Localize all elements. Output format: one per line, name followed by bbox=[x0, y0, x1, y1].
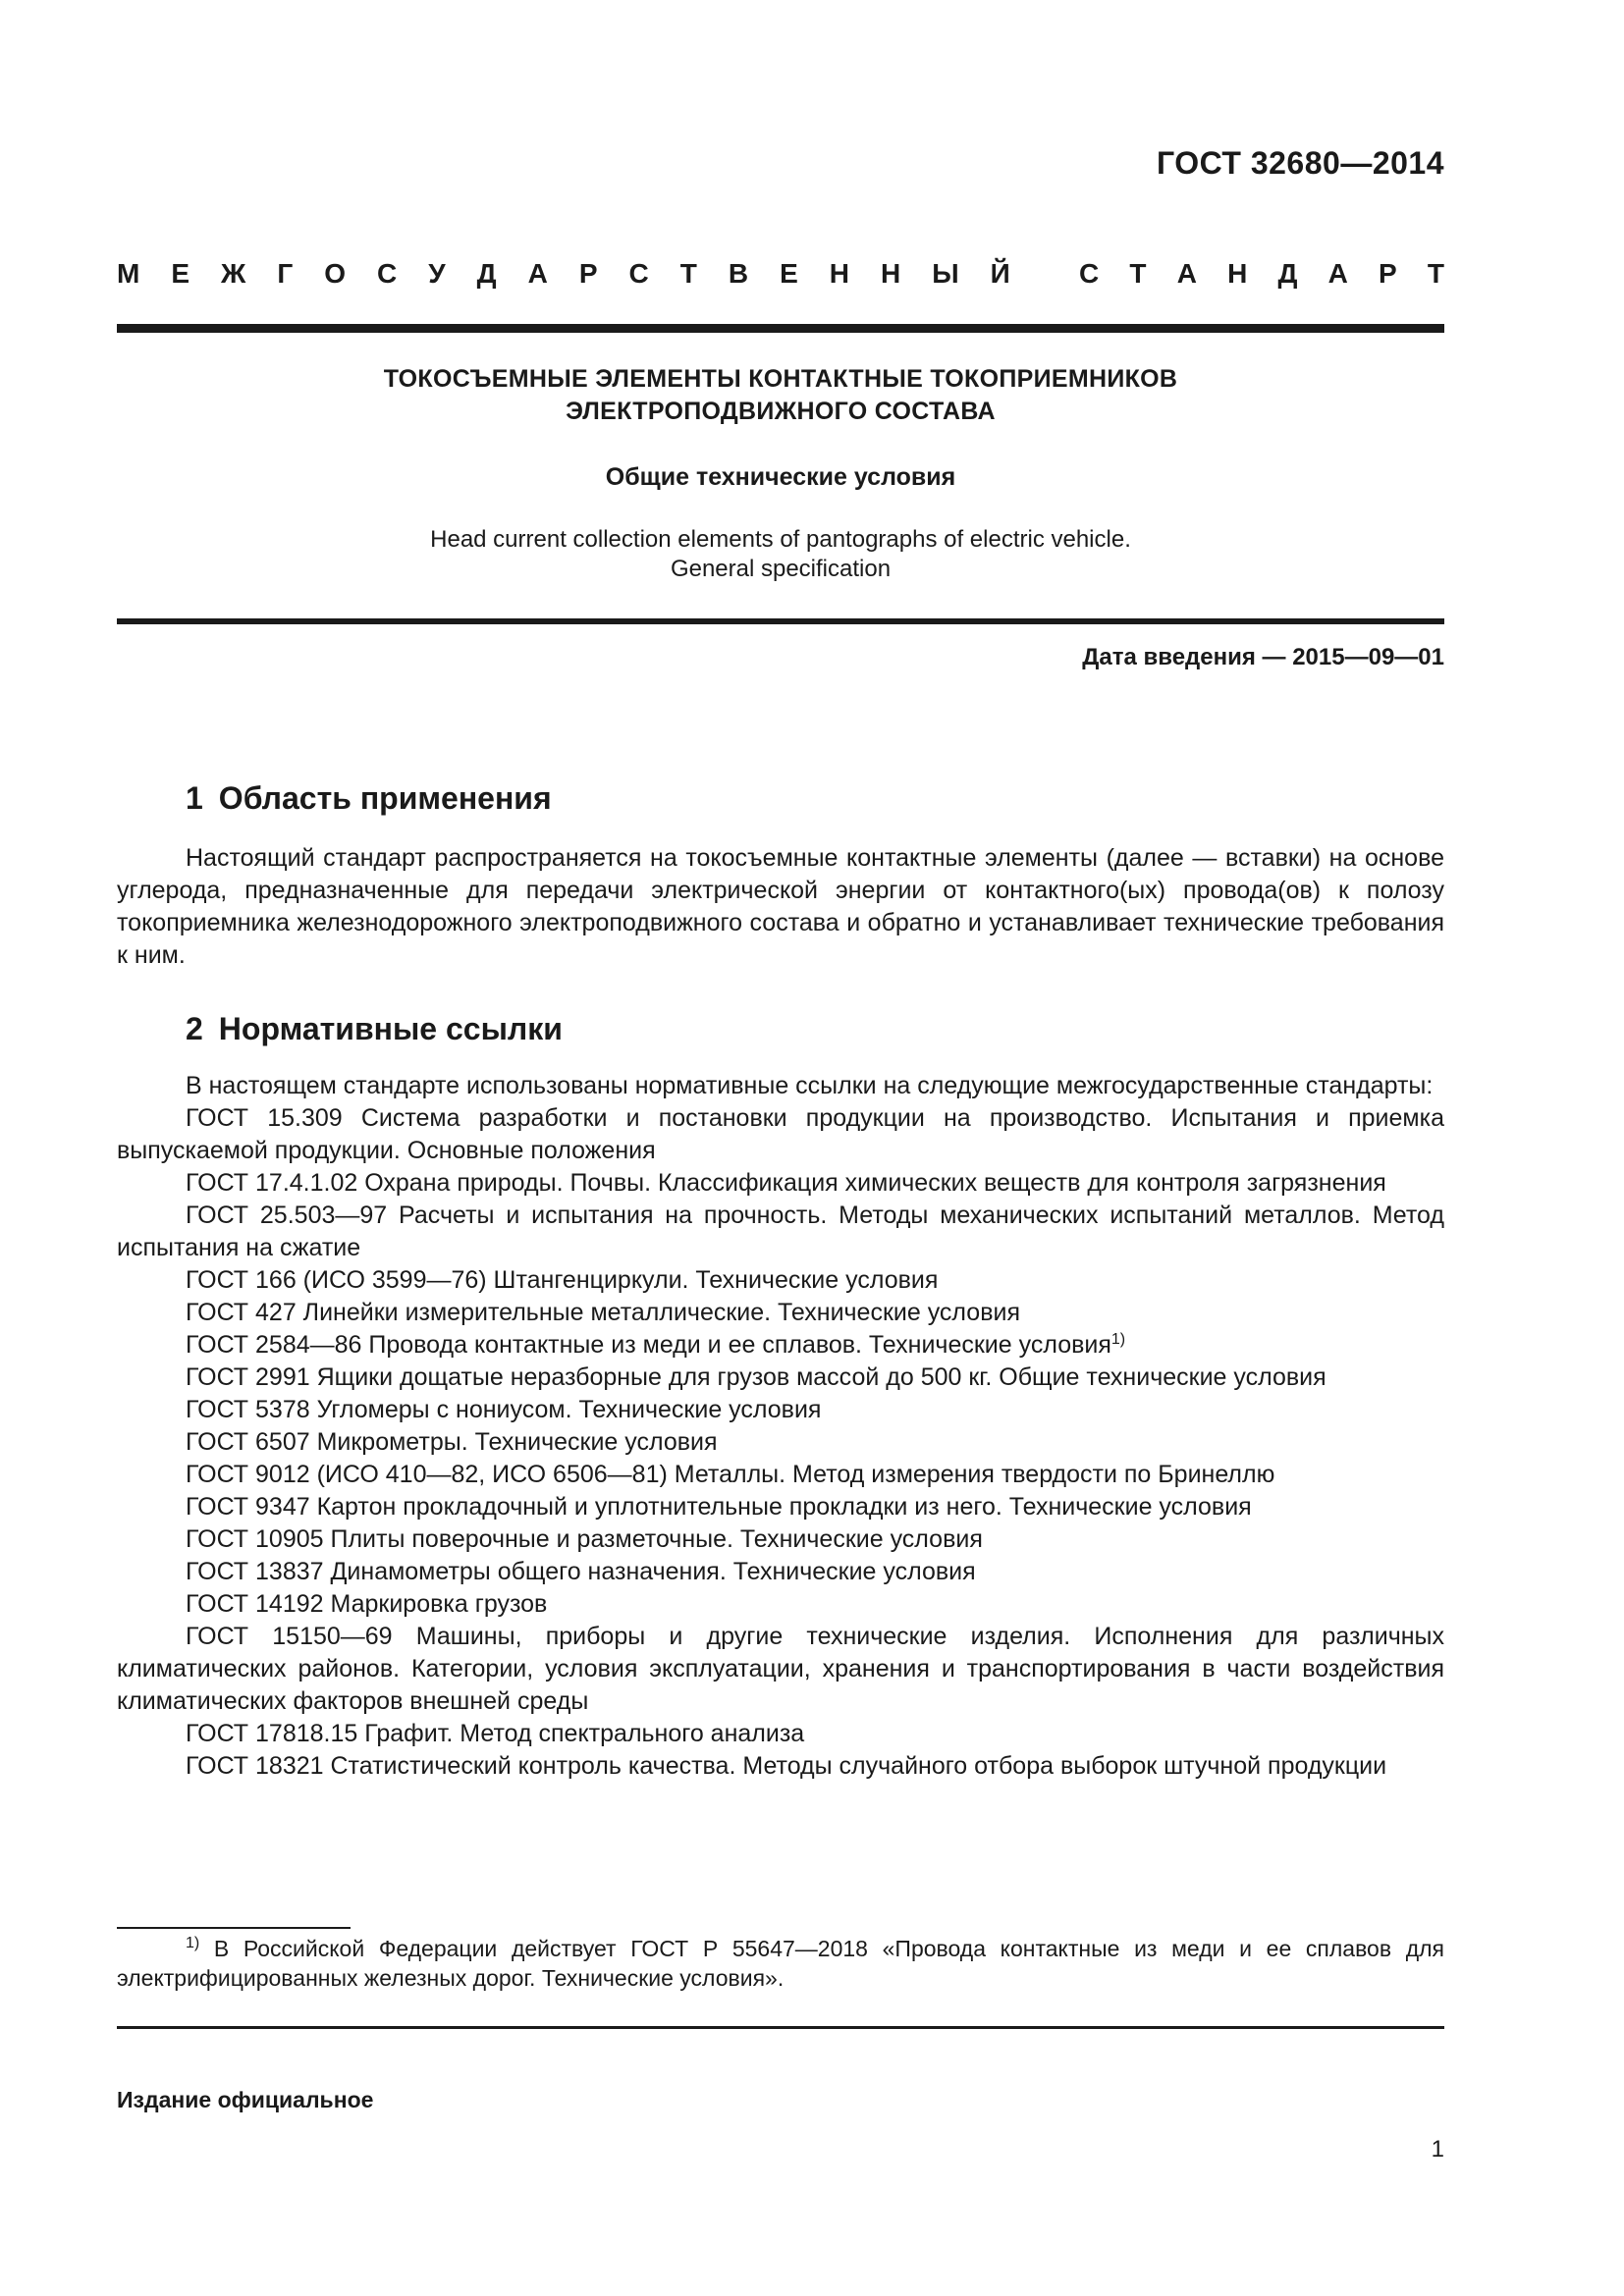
reference-item: ГОСТ 18321 Статистический контроль качества. Методы случайного отбора выборок штучной продукции bbox=[186, 1752, 1387, 1780]
reference-text: ГОСТ 2584—86 Провода контактные из меди и ее сплавов. Технические условия bbox=[186, 1331, 1111, 1359]
heading-letter: Д bbox=[1277, 258, 1298, 289]
normative-references bbox=[117, 1070, 1444, 1783]
heading-letter: О bbox=[324, 258, 346, 289]
heading-letter: А bbox=[1327, 258, 1348, 289]
title-rule bbox=[117, 618, 1444, 624]
heading-letter: Й bbox=[990, 258, 1010, 289]
reference-item: ГОСТ 2991 Ящики дощатые неразборные для грузов массой до 500 кг. Общие технические условия bbox=[186, 1363, 1326, 1391]
reference-item: ГОСТ 14192 Маркировка грузов bbox=[186, 1590, 548, 1618]
section-2-number: 2 bbox=[186, 1011, 203, 1046]
section-1-number: 1 bbox=[186, 780, 203, 816]
english-title-line-1: Head current collection elements of pantographs of electric vehicle. bbox=[430, 526, 1131, 553]
reference-item: ГОСТ 9347 Картон прокладочный и уплотнительные прокладки из него. Технические условия bbox=[186, 1493, 1252, 1521]
heading-letter: Н bbox=[829, 258, 850, 289]
section-2-title: Нормативные ссылки bbox=[218, 1011, 563, 1046]
footnote-marker: 1) bbox=[186, 1935, 200, 1951]
heading-letter: Ы bbox=[932, 258, 959, 289]
heading-letter: Д bbox=[476, 258, 497, 289]
heading-letter: Е bbox=[171, 258, 190, 289]
reference-item: ГОСТ 5378 Угломеры с нониусом. Технические условия bbox=[186, 1396, 822, 1423]
document-subtitle: Общие технические условия bbox=[605, 463, 956, 491]
reference-item: ГОСТ 15.309 Система разработки и постановки продукции на производство. Испытания и приемка выпускаемой продукции. Основные положения bbox=[117, 1104, 1444, 1164]
heading-letter: Н bbox=[881, 258, 901, 289]
heading-letter: В bbox=[728, 258, 749, 289]
heading-letter: Г bbox=[277, 258, 294, 289]
interstate-standard-heading bbox=[117, 258, 1444, 290]
reference-item: ГОСТ 25.503—97 Расчеты и испытания на прочность. Методы механических испытаний металлов. Метод испытания на сжатие bbox=[117, 1201, 1444, 1261]
heading-letter: Т bbox=[1129, 258, 1147, 289]
interstate-word bbox=[117, 258, 1010, 290]
english-title bbox=[117, 525, 1444, 584]
heading-letter: С bbox=[376, 258, 398, 289]
heading-letter: М bbox=[117, 258, 140, 289]
footnote-text: В Российской Федерации действует ГОСТ Р 55647—2018 «Провода контактные из меди и ее сплавов для электрифицированных железных дорог. Технические условия». bbox=[117, 1936, 1444, 1991]
official-edition-label: Издание официальное bbox=[117, 2087, 374, 2112]
reference-item: ГОСТ 17.4.1.02 Охрана природы. Почвы. Классификация химических веществ для контроля загрязнения bbox=[186, 1169, 1386, 1197]
heading-letter: У bbox=[428, 258, 446, 289]
reference-item-with-footnote bbox=[117, 1329, 1444, 1362]
heading-letter: Т bbox=[1427, 258, 1444, 289]
heading-letter: Р bbox=[578, 258, 598, 289]
reference-item: ГОСТ 9012 (ИСО 410—82, ИСО 6506—81) Металлы. Метод измерения твердости по Бринеллю bbox=[186, 1461, 1275, 1488]
reference-item: ГОСТ 427 Линейки измерительные металлические. Технические условия bbox=[186, 1299, 1020, 1326]
title-line-2: ЭЛЕКТРОПОДВИЖНОГО СОСТАВА bbox=[566, 398, 996, 425]
reference-item: ГОСТ 166 (ИСО 3599—76) Штангенциркули. Технические условия bbox=[186, 1266, 939, 1294]
footnote-separator bbox=[117, 1927, 351, 1929]
section-2-heading bbox=[186, 1011, 563, 1047]
introduction-date: Дата введения — 2015—09—01 bbox=[1082, 644, 1444, 670]
footnote-marker: 1) bbox=[1110, 1331, 1126, 1348]
standard-code: ГОСТ 32680—2014 bbox=[1156, 145, 1444, 181]
heading-letter: Е bbox=[780, 258, 798, 289]
heading-letter: С bbox=[1079, 258, 1100, 289]
heading-letter: С bbox=[628, 258, 649, 289]
heading-letter: Ж bbox=[221, 258, 246, 289]
heading-letter: Т bbox=[679, 258, 697, 289]
section-1-text: Настоящий стандарт распространяется на токосъемные контактные элементы (далее — вставки) на основе углерода, предназначенные для передачи электрической энергии от контактного(ых) провода(ов) к полозу токоприемника железнодорожного электроподвижного состава и обратно и устанавливает технические требования к ним. bbox=[117, 844, 1444, 969]
section-1-title: Область применения bbox=[218, 780, 552, 816]
references-intro: В настоящем стандарте использованы нормативные ссылки на следующие межгосударственные стандарты: bbox=[186, 1072, 1434, 1099]
section-1-heading bbox=[186, 780, 552, 817]
heading-letter: Н bbox=[1227, 258, 1248, 289]
heading-letter: А bbox=[1176, 258, 1197, 289]
reference-item: ГОСТ 17818.15 Графит. Метод спектрального анализа bbox=[186, 1720, 805, 1747]
heading-letter: А bbox=[527, 258, 548, 289]
page-number: 1 bbox=[1431, 2136, 1444, 2163]
standard-word bbox=[1079, 258, 1444, 290]
reference-item: ГОСТ 6507 Микрометры. Технические условия bbox=[186, 1428, 718, 1456]
reference-item: ГОСТ 13837 Динамометры общего назначения. Технические условия bbox=[186, 1558, 976, 1585]
english-title-line-2: General specification bbox=[670, 556, 892, 582]
reference-item: ГОСТ 15150—69 Машины, приборы и другие технические изделия. Исполнения для различных климатических районов. Категории, условия эксплуатации, хранения и транспортирования в части воздействия климатических факторов внешней среды bbox=[117, 1623, 1444, 1715]
footer-rule bbox=[117, 2026, 1444, 2029]
title-line-1: ТОКОСЪЕМНЫЕ ЭЛЕМЕНТЫ КОНТАКТНЫЕ ТОКОПРИЕМНИКОВ bbox=[383, 365, 1178, 393]
heading-letter: Р bbox=[1379, 258, 1397, 289]
top-rule bbox=[117, 324, 1444, 333]
document-title bbox=[117, 363, 1444, 428]
footnote bbox=[117, 1934, 1444, 1993]
reference-item: ГОСТ 10905 Плиты поверочные и разметочные. Технические условия bbox=[186, 1525, 983, 1553]
